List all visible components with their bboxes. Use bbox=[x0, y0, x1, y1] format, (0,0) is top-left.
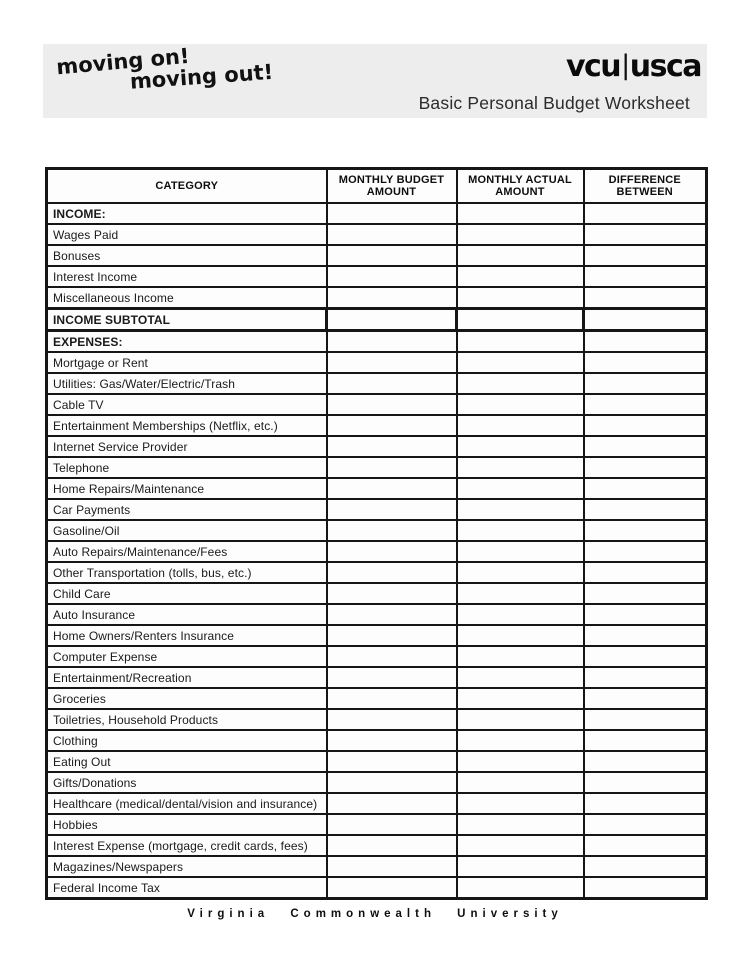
actual-amount-cell bbox=[457, 245, 584, 266]
category-cell: Eating Out bbox=[47, 751, 327, 772]
budget-amount-cell bbox=[327, 478, 457, 499]
budget-amount-cell bbox=[327, 814, 457, 835]
budget-table bbox=[45, 167, 708, 900]
budget-amount-cell bbox=[327, 709, 457, 730]
table-row bbox=[47, 203, 707, 224]
difference-cell bbox=[584, 394, 707, 415]
table-row bbox=[47, 436, 707, 457]
table-row bbox=[47, 583, 707, 604]
actual-amount-cell bbox=[457, 709, 584, 730]
category-cell: Entertainment/Recreation bbox=[47, 667, 327, 688]
category-cell: EXPENSES: bbox=[47, 331, 327, 353]
difference-cell bbox=[584, 604, 707, 625]
table-row bbox=[47, 751, 707, 772]
actual-amount-cell bbox=[457, 625, 584, 646]
table-row bbox=[47, 667, 707, 688]
budget-amount-cell bbox=[327, 604, 457, 625]
category-cell: Hobbies bbox=[47, 814, 327, 835]
category-cell: Telephone bbox=[47, 457, 327, 478]
actual-amount-cell bbox=[457, 203, 584, 224]
difference-cell bbox=[584, 730, 707, 751]
brand-right: usca bbox=[629, 49, 701, 84]
difference-cell bbox=[584, 856, 707, 877]
budget-amount-cell bbox=[327, 331, 457, 353]
table-row bbox=[47, 604, 707, 625]
actual-amount-cell bbox=[457, 688, 584, 709]
actual-amount-cell bbox=[457, 835, 584, 856]
budget-amount-cell bbox=[327, 730, 457, 751]
table-row bbox=[47, 245, 707, 266]
table-row bbox=[47, 814, 707, 835]
table-row bbox=[47, 541, 707, 562]
difference-cell bbox=[584, 203, 707, 224]
actual-amount-cell bbox=[457, 751, 584, 772]
budget-amount-cell bbox=[327, 457, 457, 478]
difference-cell bbox=[584, 646, 707, 667]
category-cell: Wages Paid bbox=[47, 224, 327, 245]
difference-cell bbox=[584, 541, 707, 562]
category-cell: Cable TV bbox=[47, 394, 327, 415]
category-cell: Auto Repairs/Maintenance/Fees bbox=[47, 541, 327, 562]
category-cell: Gasoline/Oil bbox=[47, 520, 327, 541]
category-cell: Internet Service Provider bbox=[47, 436, 327, 457]
budget-amount-cell bbox=[327, 751, 457, 772]
budget-amount-cell bbox=[327, 415, 457, 436]
actual-amount-cell bbox=[457, 730, 584, 751]
difference-cell bbox=[584, 352, 707, 373]
difference-cell bbox=[584, 835, 707, 856]
table-header bbox=[47, 169, 707, 204]
actual-amount-cell bbox=[457, 793, 584, 814]
table-row bbox=[47, 287, 707, 309]
table-row bbox=[47, 625, 707, 646]
category-cell: Mortgage or Rent bbox=[47, 352, 327, 373]
table-row bbox=[47, 730, 707, 751]
budget-amount-cell bbox=[327, 352, 457, 373]
actual-amount-cell bbox=[457, 478, 584, 499]
table-row bbox=[47, 373, 707, 394]
budget-amount-cell bbox=[327, 856, 457, 877]
actual-amount-cell bbox=[457, 646, 584, 667]
category-cell: Interest Income bbox=[47, 266, 327, 287]
table-row bbox=[47, 309, 707, 331]
header-band bbox=[43, 44, 707, 118]
brand-left: vcu bbox=[565, 49, 621, 84]
column-header-2: MONTHLY ACTUAL AMOUNT bbox=[457, 169, 584, 204]
category-cell: Miscellaneous Income bbox=[47, 287, 327, 309]
actual-amount-cell bbox=[457, 224, 584, 245]
category-cell: Interest Expense (mortgage, credit cards, fees) bbox=[47, 835, 327, 856]
budget-amount-cell bbox=[327, 877, 457, 899]
brand-divider: | bbox=[621, 50, 629, 81]
table-row bbox=[47, 688, 707, 709]
budget-amount-cell bbox=[327, 224, 457, 245]
table-row bbox=[47, 835, 707, 856]
table-row bbox=[47, 499, 707, 520]
difference-cell bbox=[584, 287, 707, 309]
table-header-row bbox=[47, 169, 707, 204]
difference-cell bbox=[584, 583, 707, 604]
budget-amount-cell bbox=[327, 245, 457, 266]
actual-amount-cell bbox=[457, 331, 584, 353]
table-row bbox=[47, 457, 707, 478]
actual-amount-cell bbox=[457, 352, 584, 373]
difference-cell bbox=[584, 814, 707, 835]
category-cell: Bonuses bbox=[47, 245, 327, 266]
category-cell: Computer Expense bbox=[47, 646, 327, 667]
actual-amount-cell bbox=[457, 583, 584, 604]
difference-cell bbox=[584, 772, 707, 793]
table-row bbox=[47, 331, 707, 353]
footer-text: Virginia Commonwealth University bbox=[187, 908, 563, 920]
table-row bbox=[47, 877, 707, 899]
table-row bbox=[47, 394, 707, 415]
table-row bbox=[47, 352, 707, 373]
difference-cell bbox=[584, 309, 707, 331]
column-header-3: DIFFERENCE BETWEEN bbox=[584, 169, 707, 204]
budget-amount-cell bbox=[327, 562, 457, 583]
table-body bbox=[47, 203, 707, 899]
difference-cell bbox=[584, 625, 707, 646]
category-cell: Home Owners/Renters Insurance bbox=[47, 625, 327, 646]
budget-amount-cell bbox=[327, 541, 457, 562]
table-row bbox=[47, 709, 707, 730]
budget-amount-cell bbox=[327, 520, 457, 541]
budget-amount-cell bbox=[327, 309, 457, 331]
actual-amount-cell bbox=[457, 394, 584, 415]
difference-cell bbox=[584, 667, 707, 688]
difference-cell bbox=[584, 520, 707, 541]
table-row bbox=[47, 562, 707, 583]
difference-cell bbox=[584, 793, 707, 814]
difference-cell bbox=[584, 245, 707, 266]
category-cell: Federal Income Tax bbox=[47, 877, 327, 899]
actual-amount-cell bbox=[457, 499, 584, 520]
difference-cell bbox=[584, 562, 707, 583]
difference-cell bbox=[584, 478, 707, 499]
actual-amount-cell bbox=[457, 667, 584, 688]
category-cell: Child Care bbox=[47, 583, 327, 604]
column-header-0: CATEGORY bbox=[47, 169, 327, 204]
budget-amount-cell bbox=[327, 394, 457, 415]
difference-cell bbox=[584, 688, 707, 709]
actual-amount-cell bbox=[457, 436, 584, 457]
table-row bbox=[47, 856, 707, 877]
actual-amount-cell bbox=[457, 266, 584, 287]
budget-amount-cell bbox=[327, 793, 457, 814]
actual-amount-cell bbox=[457, 856, 584, 877]
table-row bbox=[47, 224, 707, 245]
category-cell: Groceries bbox=[47, 688, 327, 709]
category-cell: Auto Insurance bbox=[47, 604, 327, 625]
actual-amount-cell bbox=[457, 814, 584, 835]
budget-amount-cell bbox=[327, 835, 457, 856]
difference-cell bbox=[584, 709, 707, 730]
actual-amount-cell bbox=[457, 877, 584, 899]
actual-amount-cell bbox=[457, 541, 584, 562]
table-row bbox=[47, 415, 707, 436]
actual-amount-cell bbox=[457, 772, 584, 793]
budget-amount-cell bbox=[327, 436, 457, 457]
vcu-usca-logo bbox=[565, 49, 701, 84]
category-cell: Toiletries, Household Products bbox=[47, 709, 327, 730]
difference-cell bbox=[584, 266, 707, 287]
tagline-line2: moving out! bbox=[129, 59, 274, 94]
actual-amount-cell bbox=[457, 309, 584, 331]
category-cell: Utilities: Gas/Water/Electric/Trash bbox=[47, 373, 327, 394]
tagline-line1: moving on! bbox=[55, 43, 191, 80]
difference-cell bbox=[584, 436, 707, 457]
actual-amount-cell bbox=[457, 457, 584, 478]
actual-amount-cell bbox=[457, 604, 584, 625]
category-cell: Car Payments bbox=[47, 499, 327, 520]
category-cell: Other Transportation (tolls, bus, etc.) bbox=[47, 562, 327, 583]
table-row bbox=[47, 478, 707, 499]
budget-amount-cell bbox=[327, 667, 457, 688]
budget-amount-cell bbox=[327, 499, 457, 520]
category-cell: Home Repairs/Maintenance bbox=[47, 478, 327, 499]
actual-amount-cell bbox=[457, 520, 584, 541]
tagline-logo bbox=[56, 39, 274, 101]
difference-cell bbox=[584, 877, 707, 899]
table-row bbox=[47, 793, 707, 814]
difference-cell bbox=[584, 224, 707, 245]
category-cell: Gifts/Donations bbox=[47, 772, 327, 793]
difference-cell bbox=[584, 751, 707, 772]
actual-amount-cell bbox=[457, 562, 584, 583]
difference-cell bbox=[584, 373, 707, 394]
category-cell: Clothing bbox=[47, 730, 327, 751]
actual-amount-cell bbox=[457, 373, 584, 394]
category-cell: Entertainment Memberships (Netflix, etc.) bbox=[47, 415, 327, 436]
table-row bbox=[47, 520, 707, 541]
budget-amount-cell bbox=[327, 373, 457, 394]
actual-amount-cell bbox=[457, 415, 584, 436]
budget-amount-cell bbox=[327, 625, 457, 646]
page-title: Basic Personal Budget Worksheet bbox=[418, 93, 690, 113]
category-cell: Magazines/Newspapers bbox=[47, 856, 327, 877]
category-cell: INCOME SUBTOTAL bbox=[47, 309, 327, 331]
difference-cell bbox=[584, 331, 707, 353]
actual-amount-cell bbox=[457, 287, 584, 309]
budget-amount-cell bbox=[327, 772, 457, 793]
category-cell: Healthcare (medical/dental/vision and insurance) bbox=[47, 793, 327, 814]
category-cell: INCOME: bbox=[47, 203, 327, 224]
table-row bbox=[47, 646, 707, 667]
difference-cell bbox=[584, 499, 707, 520]
budget-amount-cell bbox=[327, 688, 457, 709]
budget-amount-cell bbox=[327, 266, 457, 287]
difference-cell bbox=[584, 457, 707, 478]
budget-amount-cell bbox=[327, 646, 457, 667]
budget-amount-cell bbox=[327, 583, 457, 604]
difference-cell bbox=[584, 415, 707, 436]
table-row bbox=[47, 772, 707, 793]
budget-amount-cell bbox=[327, 287, 457, 309]
table-row bbox=[47, 266, 707, 287]
column-header-1: MONTHLY BUDGET AMOUNT bbox=[327, 169, 457, 204]
budget-amount-cell bbox=[327, 203, 457, 224]
